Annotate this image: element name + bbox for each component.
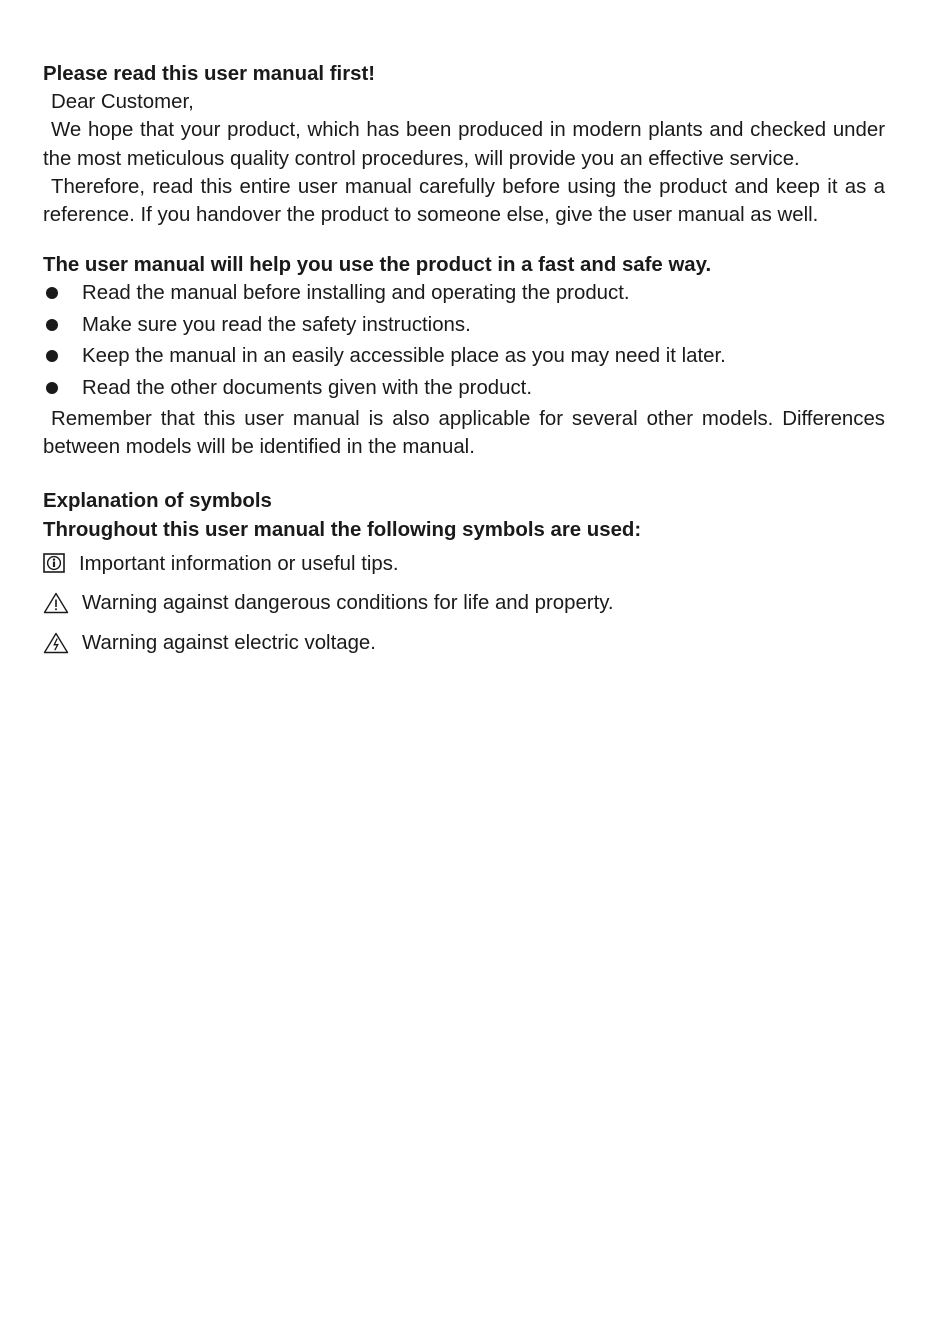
symbol-row-info <box>43 550 885 590</box>
intro-paragraph-2: Therefore, read this entire user manual carefully before using the product and keep it as a reference. If you handover the product to someone else, give the user manual as well. <box>43 175 885 227</box>
symbols-list <box>43 550 885 669</box>
models-note: Remember that this user manual is also applicable for several other models. Differences between models will be identified in the manual. <box>43 407 885 459</box>
bullet-icon <box>46 319 58 331</box>
list-item <box>43 279 885 310</box>
bullet-text: Make sure you read the safety instructions. <box>82 313 471 336</box>
warning-icon <box>43 592 69 622</box>
bullet-text: Read the other documents given with the product. <box>82 376 532 399</box>
bullet-icon <box>46 350 58 362</box>
symbol-row-electric <box>43 629 885 669</box>
bullet-icon <box>46 382 58 394</box>
intro-heading: Please read this user manual first! <box>43 63 376 85</box>
list-item <box>43 342 885 373</box>
manual-page <box>43 60 885 668</box>
bullet-text: Keep the manual in an easily accessible place as you may need it later. <box>82 345 726 368</box>
list-item <box>43 374 885 405</box>
help-heading: The user manual will help you use the product in a fast and safe way. <box>43 254 712 277</box>
electric-warning-icon <box>43 632 69 662</box>
bullet-text: Read the manual before installing and operating the product. <box>82 282 630 305</box>
bullet-icon <box>46 287 58 299</box>
list-item <box>43 311 885 342</box>
symbol-text: Warning against electric voltage. <box>82 631 376 654</box>
symbol-text: Important information or useful tips. <box>79 552 399 575</box>
symbol-row-warning <box>43 589 885 629</box>
intro-paragraph-1: We hope that your product, which has been produced in modern plants and checked under the most meticulous quality control procedures, will provide you an effective service. <box>43 119 885 170</box>
info-icon <box>43 553 65 581</box>
symbols-subheading: Throughout this user manual the following symbols are used: <box>43 518 642 541</box>
symbols-heading: Explanation of symbols <box>43 490 272 513</box>
salutation: Dear Customer, <box>51 91 194 114</box>
symbol-text: Warning against dangerous conditions for life and property. <box>82 592 614 615</box>
help-bullet-list <box>43 279 885 405</box>
